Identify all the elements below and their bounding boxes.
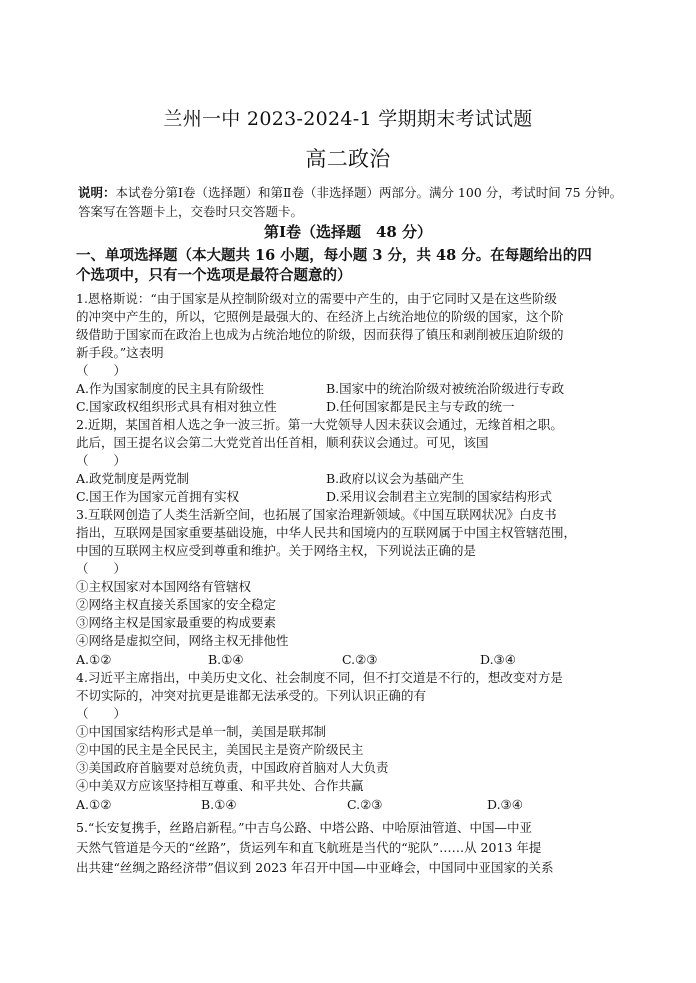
- statement-item: ①主权国家对本国网络有管辖权: [76, 579, 252, 594]
- question-text: 天然气管道是今天的“丝路”，货运列车和直飞航班是当代的“驼队”……从 2013 年提: [76, 840, 542, 855]
- question-text: 不切实际的，冲突对抗更是谁都无法承受的。下列认识正确的有: [76, 688, 427, 703]
- part-heading-line: 一、单项选择题（本大题共 16 小题，每小题 3 分，共 48 分。在每题给出的四: [76, 247, 592, 264]
- part-heading-line: 个选项中，只有一个选项是最符合题意的）: [76, 267, 352, 284]
- statement-item: ①中国国家结构形式是单一制，美国是联邦制: [76, 724, 327, 739]
- option-b: B.政府以议会为基础产生: [326, 471, 465, 486]
- option-d: D.任何国家都是民主与专政的统一: [326, 399, 515, 414]
- option-b: B.①④: [201, 797, 237, 812]
- instructions-label: 说明：: [78, 185, 116, 200]
- instructions: [78, 183, 623, 221]
- statement-item: ③美国政府首脑要对总统负责，中国政府首脑对人大负责: [76, 760, 389, 775]
- exam-subtitle: 高二政治: [305, 147, 391, 171]
- option-c: C.②③: [342, 652, 378, 667]
- option-b: B.国家中的统治阶级对被统治阶级进行专政: [326, 381, 565, 396]
- option-d: D.③④: [480, 652, 516, 667]
- option-a: A.政党制度是两党制: [76, 471, 190, 486]
- question-text: 的冲突中产生的，所以，它照例是最强大的、在经济上占统治地位的阶级的国家，这个阶: [76, 309, 564, 324]
- question-text: 3.互联网创造了人类生活新空间，也拓展了国家治理新领域。《中国互联网状况》白皮书: [76, 507, 557, 522]
- question-text: 新手段。”这表明: [76, 345, 164, 360]
- option-c: C.②③: [347, 797, 383, 812]
- option-c: C.国王作为国家元首拥有实权: [76, 489, 240, 504]
- question-text: 1.恩格斯说：“由于国家是从控制阶级对立的需要中产生的，由于它同时又是在这些阶级: [76, 291, 557, 306]
- statement-item: ③网络主权是国家最重要的构成要素: [76, 615, 277, 630]
- part-heading: [76, 246, 636, 286]
- answer-paren: （ ）: [76, 561, 127, 576]
- statement-item: ②网络主权直接关系国家的安全稳定: [76, 597, 277, 612]
- option-a: A.①②: [76, 797, 112, 812]
- question-text: 出共建“丝绸之路经济带”倡议到 2023 年召开中国—中亚峰会，中国同中亚国家的关系: [76, 860, 554, 875]
- question-text: 2.近期，某国首相人选之争一波三折。第一大党领导人因未获议会通过，无缘首相之职。: [76, 417, 563, 432]
- answer-paren: （ ）: [76, 706, 127, 721]
- option-d: D.③④: [487, 797, 523, 812]
- question-text: 指出，互联网是国家重要基础设施，中华人民共和国境内的互联网属于中国主权管辖范围，: [76, 525, 577, 540]
- statement-item: ④中美双方应该坚持相互尊重、和平共处、合作共赢: [76, 778, 364, 793]
- option-b: B.①④: [208, 652, 244, 667]
- question-text: 中国的互联网主权应受到尊重和维护。关于网络主权，下列说法正确的是: [76, 543, 477, 558]
- question-text: 5.“长安复携手，丝路启新程。”中吉乌公路、中塔公路、中哈原油管道、中国—中亚: [76, 820, 532, 835]
- section-heading: 第Ⅰ卷（选择题 48 分）: [263, 223, 433, 241]
- exam-title: 兰州一中 2023-2024-1 学期期末考试试题: [163, 108, 533, 130]
- instructions-text: 本试卷分第Ⅰ卷（选择题）和第Ⅱ卷（非选择题）两部分。满分 100 分，考试时间 75 分钟。答案写在答题卡上，交卷时只交答题卡。: [78, 185, 623, 219]
- option-d: D.采用议会制君主立宪制的国家结构形式: [326, 489, 553, 504]
- answer-paren: （ ）: [76, 453, 127, 468]
- option-a: A.①②: [76, 652, 112, 667]
- option-c: C.国家政权组织形式具有相对独立性: [76, 399, 277, 414]
- question-text: 此后，国王提名议会第二大党党首出任首相，顺利获议会通过。可见，该国: [76, 435, 489, 450]
- answer-paren: （ ）: [76, 363, 127, 378]
- question-text: 级借助于国家而在政治上也成为占统治地位的阶级，因而获得了镇压和剥削被压迫阶级的: [76, 327, 564, 342]
- option-a: A.作为国家制度的民主具有阶级性: [76, 381, 265, 396]
- statement-item: ②中国的民主是全民民主，美国民主是资产阶级民主: [76, 742, 364, 757]
- question-text: 4.习近平主席指出，中美历史文化、社会制度不同，但不打交道是不行的，想改变对方是: [76, 670, 563, 685]
- statement-item: ④网络是虚拟空间，网络主权无排他性: [76, 633, 289, 648]
